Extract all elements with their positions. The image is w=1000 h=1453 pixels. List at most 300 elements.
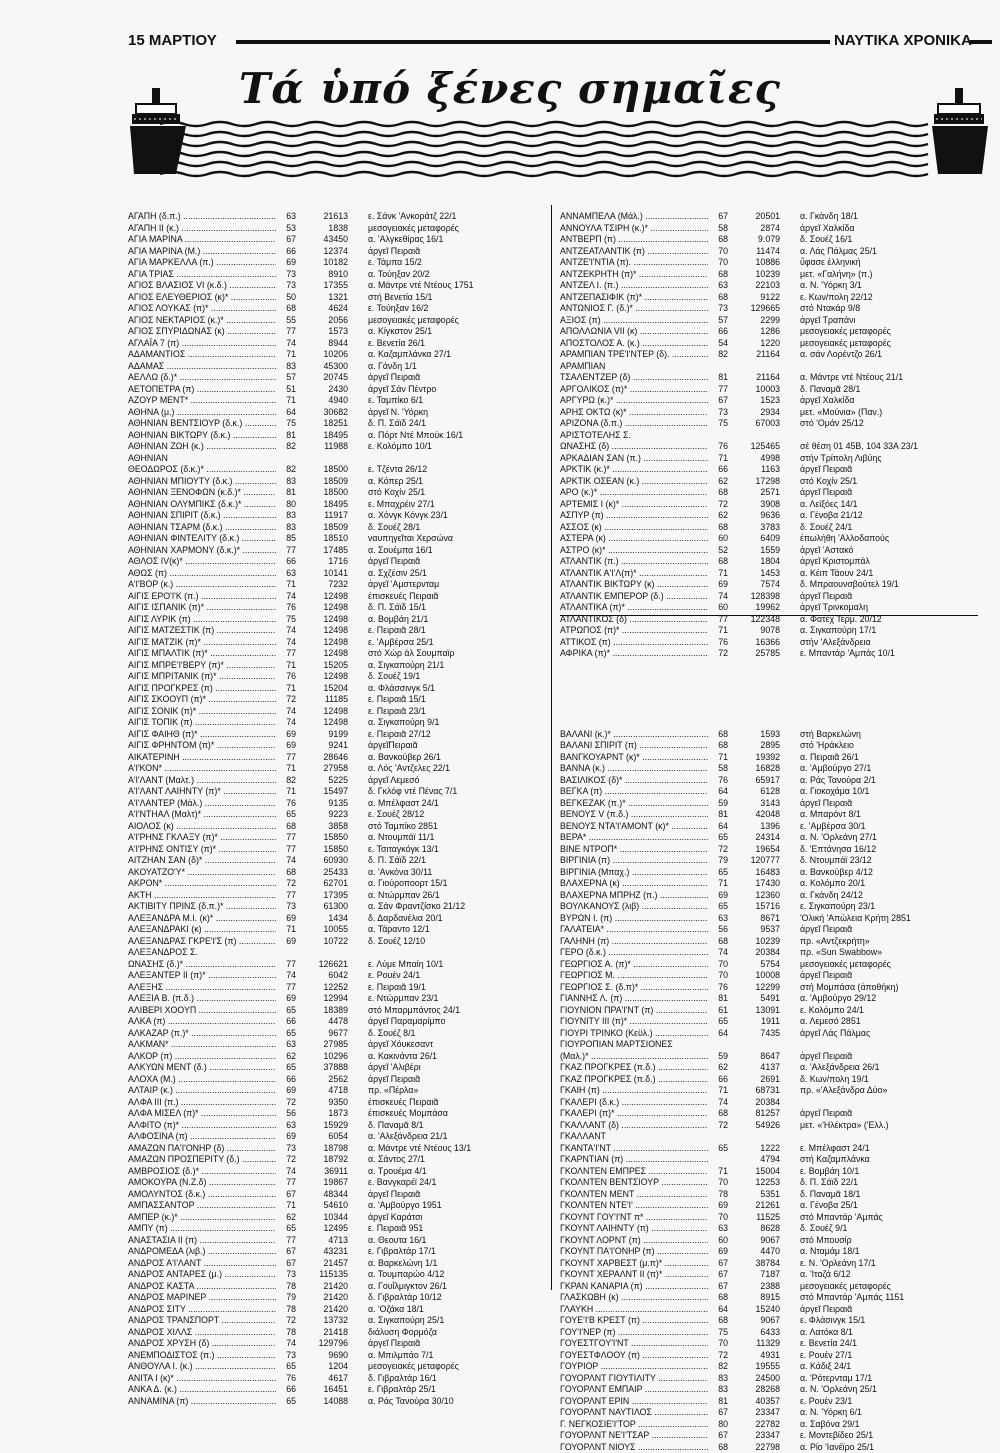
ship-name: ΒΟΥΛΚΑΝΟΥΣ (λιβ) ..... — [560, 901, 708, 913]
build-year: 62 — [278, 1212, 296, 1224]
ship-name: ΓΙΟΥΡΙ ΤΡΙΝΚΟ (Κεϋλ.) ..... — [560, 1028, 708, 1040]
ship-name: ΒΕΓΚΕΖΑΚ (π.)* ..... — [560, 798, 708, 810]
tonnage: 19555 — [732, 1361, 780, 1373]
build-year: 74 — [278, 717, 296, 729]
build-year: 64 — [278, 407, 296, 419]
ship-status: α. Βανκούβερ 26/1 — [368, 752, 560, 764]
tonnage: 12498 — [300, 625, 348, 637]
build-year: 81 — [710, 809, 728, 821]
header-rule-left — [236, 40, 830, 44]
ship-entry — [128, 545, 568, 557]
ship-name: ΩΝΑΣΗΣ (δ.)* ..... — [128, 959, 276, 971]
build-year: 65 — [278, 1005, 296, 1017]
ship-status: δ. Γιβραλτάρ 16/1 — [368, 1373, 560, 1385]
build-year: 59 — [710, 1051, 728, 1063]
ship-name: ΑΝΔΡΟΣ ΣΙΤΥ ..... — [128, 1304, 276, 1316]
tonnage: 18500 — [300, 464, 348, 476]
tonnage: 1716 — [300, 556, 348, 568]
ship-status: στό Χώρ άλ Σουμπαϊρ — [368, 648, 560, 660]
build-year: 72 — [278, 1315, 296, 1327]
ship-name: ΑΛΕΞΑΝΔΡΟΣ Σ. — [128, 947, 276, 959]
ship-name: Α'Ι'ΛΑΝΤ (Μαλτ.) ..... — [128, 775, 276, 787]
tonnage: 10239 — [732, 936, 780, 948]
ship-entry — [560, 1120, 1000, 1132]
tonnage: 7232 — [300, 579, 348, 591]
tonnage: 23347 — [732, 1430, 780, 1442]
tonnage: 38784 — [732, 1258, 780, 1270]
build-year: 73 — [278, 1269, 296, 1281]
build-year: 83 — [278, 522, 296, 534]
ship-status: ναυπηγεῖται Χερσώνα — [368, 533, 560, 545]
tonnage: 18251 — [300, 418, 348, 430]
ship-name: ΒΑΣΙΛΙΚΟΣ (δ)* ..... — [560, 775, 708, 787]
ship-status: ε. Πειραιᾶ 27/12 — [368, 729, 560, 741]
ship-name: Α'Ι'ΛΑΝΤ ΛΑΙΗΝΤΥ (π)* ..... — [128, 786, 276, 798]
ship-status: α. Κέιπ Τάουν 24/1 — [800, 568, 992, 580]
ship-name: ΑΙΓΙΣ ΕΡΟ'Ι'Κ (π.) ..... — [128, 591, 276, 603]
ship-status: ε. Πειραιᾶ 15/1 — [368, 694, 560, 706]
tonnage: 1573 — [300, 326, 348, 338]
build-year: 82 — [278, 441, 296, 453]
build-year: 81 — [710, 1396, 728, 1408]
ship-entry — [128, 395, 568, 407]
ship-status: ε. Πειραιᾶ 19/1 — [368, 982, 560, 994]
ship-status: πρ. «'Αλεξάνδρα Δύο» — [800, 1085, 992, 1097]
ship-entry — [560, 292, 1000, 304]
ship-name: ΓΟΥΕΣΤΦΛΟΟΥ (π) ..... — [560, 1350, 708, 1362]
build-year: 82 — [278, 464, 296, 476]
ship-entry — [560, 1258, 1000, 1270]
ship-name: ΓΛΑΥΚΗ ..... — [560, 1304, 708, 1316]
ship-entry — [128, 1039, 568, 1051]
tonnage: 15497 — [300, 786, 348, 798]
ship-status: α. 'Αμβούργο 27/1 — [800, 763, 992, 775]
ship-entry — [560, 1350, 1000, 1362]
tonnage: 9223 — [300, 809, 348, 821]
build-year: 69 — [710, 1200, 728, 1212]
ship-name: ΑΝΔΡΟΣ ΜΑΡΙΝΕΡ ..... — [128, 1292, 276, 1304]
ship-name: ΑΙΓΙΣ ΜΠΡΕ'Ι'ΒΕΡΥ (π)* ..... — [128, 660, 276, 672]
ship-status: μεσογειακές μεταφορές — [800, 1281, 992, 1293]
ship-status: στό Κοχίν 25/1 — [800, 476, 992, 488]
ship-status: α. Γένοβα 25/1 — [800, 1200, 992, 1212]
ship-entry — [560, 809, 1000, 821]
tonnage: 5225 — [300, 775, 348, 787]
ship-status: α. Πειραιᾶ 26/1 — [800, 752, 992, 764]
build-year: 57 — [278, 372, 296, 384]
ship-entry — [560, 1407, 1000, 1419]
build-year: 65 — [278, 1223, 296, 1235]
ship-entry — [560, 924, 1000, 936]
build-year: 62 — [710, 1062, 728, 1074]
build-year: 63 — [278, 1120, 296, 1132]
ship-status: α. Τούηξαν 20/2 — [368, 269, 560, 281]
ship-name: ΑΙΓΙΣ ΜΠΡΙΤΑΝΙΚ (π)* ..... — [128, 671, 276, 683]
ship-entry — [128, 533, 568, 545]
ship-status: δ. Σουέζ 12/10 — [368, 936, 560, 948]
ship-status: α. Σουέμπα 16/1 — [368, 545, 560, 557]
tonnage: 12498 — [300, 614, 348, 626]
build-year: 68 — [710, 1442, 728, 1453]
ship-name: ΓΟΥΟΡΛΝΤ ΕΡΙΝ ..... — [560, 1396, 708, 1408]
ship-entry — [128, 1338, 568, 1350]
ship-name: ΑΛΚΜΑΝ* ..... — [128, 1039, 276, 1051]
build-year: 77 — [710, 614, 728, 626]
build-year: 82 — [710, 349, 728, 361]
tonnage: 11185 — [300, 694, 348, 706]
build-year: 65 — [278, 1062, 296, 1074]
ship-status: α. Γουΐλμιγκτον 26/1 — [368, 1281, 560, 1293]
ship-status: ἐπισκευές Πειραιᾶ — [368, 1097, 560, 1109]
ship-status: α. 'Αμβούργο 1951 — [368, 1200, 560, 1212]
tonnage: 8628 — [732, 1223, 780, 1235]
ship-entry — [560, 430, 1000, 442]
build-year: 72 — [278, 694, 296, 706]
tonnage: 18500 — [300, 487, 348, 499]
ship-status: ἀργεῖ Πειραιᾶ — [368, 1189, 560, 1201]
ship-name: ΑΡΚΑΔΙΑΝ ΣΑΝ (π.) ..... — [560, 453, 708, 465]
ship-entry — [128, 499, 568, 511]
tonnage: 1220 — [732, 338, 780, 350]
ship-status: α. Σχζέσιν 25/1 — [368, 568, 560, 580]
tonnage: 115135 — [300, 1269, 348, 1281]
ship-entry — [128, 361, 568, 373]
ship-name: ΑΡΗΣ ΟΚΤΩ (κ)* ..... — [560, 407, 708, 419]
ship-entry — [560, 372, 1000, 384]
ship-name: ΑΓΙΟΣ ΣΠΥΡΙΔΩΝΑΣ (κ) ..... — [128, 326, 276, 338]
ship-entry — [560, 832, 1000, 844]
ship-entry — [560, 625, 1000, 637]
build-year: 74 — [710, 947, 728, 959]
ship-name: ΑΤΛΑΝΤΙΚ Α'Ι'Λ(π)* ..... — [560, 568, 708, 580]
build-year: 66 — [278, 556, 296, 568]
build-year: 69 — [278, 993, 296, 1005]
ship-right-illustration — [928, 82, 990, 177]
tonnage: 22798 — [732, 1442, 780, 1453]
ship-status: α. Σιγκαπούρη 21/1 — [368, 660, 560, 672]
tonnage: 12498 — [300, 717, 348, 729]
ship-entry — [560, 717, 1000, 729]
ship-entry — [560, 855, 1000, 867]
ship-status: α. Ρίο 'Ιανέϊρο 25/1 — [800, 1442, 992, 1453]
tonnage: 1453 — [732, 568, 780, 580]
ship-name: ΒΥΡΩΝ Ι. (π) ..... — [560, 913, 708, 925]
ship-name: ΓΟΥΕ'Ι'Β ΚΡΕΣΤ (π) ..... — [560, 1315, 708, 1327]
ship-entry — [560, 844, 1000, 856]
tonnage: 6409 — [732, 533, 780, 545]
build-year: 63 — [278, 211, 296, 223]
tonnage: 5754 — [732, 959, 780, 971]
ship-name: ΑΣΣΟΣ (κ) ..... — [560, 522, 708, 534]
ship-status: στό 'Ηράκλειο — [800, 740, 992, 752]
ship-name: Α'Ι'ΛΑΝΤΕΡ (Μάλ.) ..... — [128, 798, 276, 810]
ship-entry — [560, 487, 1000, 499]
ship-name: ΑΙΓΙΣ ΙΣΠΑΝΙΚ (π)* ..... — [128, 602, 276, 614]
build-year: 73 — [278, 269, 296, 281]
ship-entry — [128, 1097, 568, 1109]
ship-entry — [128, 878, 568, 890]
build-year: 73 — [710, 407, 728, 419]
ship-entry — [560, 936, 1000, 948]
ship-entry — [560, 1108, 1000, 1120]
build-year: 69 — [278, 1085, 296, 1097]
ship-status: α. Σιγκαπούρη 17/1 — [800, 625, 992, 637]
ship-entry — [128, 890, 568, 902]
build-year: 51 — [278, 384, 296, 396]
build-year: 74 — [278, 338, 296, 350]
build-year: 78 — [278, 1304, 296, 1316]
build-year: 71 — [278, 349, 296, 361]
ship-name: Α'Ι'ΒΟΡ (κ.) ..... — [128, 579, 276, 591]
ship-name: ΓΕΩΡΓΙΟΣ Α. (π)* ..... — [560, 959, 708, 971]
ship-status: α. Φατέχ Τέρμ. 20/12 — [800, 614, 992, 626]
tonnage: 9241 — [300, 740, 348, 752]
ship-name: ΒΕΡΑ* ..... — [560, 832, 708, 844]
ship-status: μετ. «Γαλήνη» (π.) — [800, 269, 992, 281]
ship-entry — [128, 223, 568, 235]
ship-name: ΓΕΩΡΓΙΟΣ Μ. ..... — [560, 970, 708, 982]
ship-entry — [560, 418, 1000, 430]
tonnage: 4713 — [300, 1235, 348, 1247]
tonnage: 9067 — [732, 1315, 780, 1327]
tonnage: 2691 — [732, 1074, 780, 1086]
ship-status: μεσογειακές μεταφορές — [368, 315, 560, 327]
ship-status: δ. Ντουμπάϊ 23/12 — [800, 855, 992, 867]
ship-entry — [560, 211, 1000, 223]
tonnage: 2056 — [300, 315, 348, 327]
ship-entry — [560, 1062, 1000, 1074]
ship-status: δ. Δαρδανέλια 20/1 — [368, 913, 560, 925]
ship-name: ΓΚΑΛΕΡΙ (δ.κ.) ..... — [560, 1097, 708, 1109]
build-year: 76 — [278, 671, 296, 683]
ship-status: δ. Παναμᾶ 18/1 — [800, 1189, 992, 1201]
tonnage: 18509 — [300, 522, 348, 534]
ship-entry — [128, 717, 568, 729]
tonnage: 18510 — [300, 533, 348, 545]
ship-status: α. Γιούροποορτ 15/1 — [368, 878, 560, 890]
ship-name: Α'Ι'ΚΟΝ* ..... — [128, 763, 276, 775]
ship-name: ΓΑΛΗΝΗ (π) ..... — [560, 936, 708, 948]
ship-status: μεσογειακές μεταφορές — [368, 1361, 560, 1373]
ship-name: ΑΡΑΜΠΙΑΝ ΤΡΕ'Ι'ΝΤΕΡ (δ). ..... — [560, 349, 708, 361]
ship-name: ΑΛΙΒΕΡΙ ΧΟΟΥΠ ..... — [128, 1005, 276, 1017]
ship-status: α. Γένοβα 21/12 — [800, 510, 992, 522]
ship-entry — [128, 936, 568, 948]
ship-name: ΑΛΕΞΗΣ ..... — [128, 982, 276, 994]
tonnage: 12253 — [732, 1177, 780, 1189]
ship-status: ε. Κων/πολη 22/12 — [800, 292, 992, 304]
tonnage: 12498 — [300, 648, 348, 660]
build-year: 67 — [710, 1281, 728, 1293]
ship-status: α. Κάδιξ 24/1 — [800, 1361, 992, 1373]
ship-status: ἀργεῖ Πειραιᾶ — [800, 924, 992, 936]
ship-entry — [560, 959, 1000, 971]
tonnage: 10182 — [300, 257, 348, 269]
build-year: 74 — [278, 637, 296, 649]
ship-status: δ. Σουέζ 16/1 — [800, 234, 992, 246]
ship-name: Γ. ΝΕΓΚΟΣΙΕ'Ι'ΤΟΡ ..... — [560, 1419, 708, 1431]
build-year: 66 — [278, 1384, 296, 1396]
build-year: 67 — [710, 1269, 728, 1281]
ship-status: στή Βαρκελώνη — [800, 729, 992, 741]
tonnage: 12495 — [300, 1223, 348, 1235]
ship-entry — [128, 1016, 568, 1028]
build-year: 75 — [710, 1327, 728, 1339]
build-year: 67 — [710, 395, 728, 407]
ship-status: α. Νταμάμ 18/1 — [800, 1246, 992, 1258]
ship-name: ΑΙΚΑΤΕΡΙΝΗ ..... — [128, 752, 276, 764]
build-year: 67 — [278, 1258, 296, 1270]
build-year: 64 — [710, 1028, 728, 1040]
ship-name: ΑΝΙΤΑ Ι (κ)* ..... — [128, 1373, 276, 1385]
build-year: 79 — [278, 1292, 296, 1304]
ship-entry — [128, 303, 568, 315]
ship-name: ΓΚΑΡΝΤΙΑΝ (π) ..... — [560, 1154, 708, 1166]
build-year: 68 — [710, 269, 728, 281]
build-year: 70 — [710, 246, 728, 258]
ship-name: ΑΕΤΟΠΕΤΡΑ (π) ..... — [128, 384, 276, 396]
tonnage: 9.079 — [732, 234, 780, 246]
ship-status: ἀργεῖ Πειραιᾶ — [368, 1338, 560, 1350]
ship-name: ΑΚΤΗ ..... — [128, 890, 276, 902]
header-rule-right — [970, 40, 992, 44]
tonnage: 9690 — [300, 1350, 348, 1362]
ship-status: α. 'Ρότερνταμ 17/1 — [800, 1373, 992, 1385]
ship-entry — [128, 384, 568, 396]
ship-status: ε. Τούηξαν 16/2 — [368, 303, 560, 315]
ship-status: δ. Σουέζ 24/1 — [800, 522, 992, 534]
ship-name: ΓΚΟΥΝΤ ΧΑΡΒΕΣΤ (μ.π)* ..... — [560, 1258, 708, 1270]
build-year: 63 — [710, 913, 728, 925]
build-year: 69 — [710, 890, 728, 902]
ship-status: ἀργεῖ 'Αστακό — [800, 545, 992, 557]
ship-status: α. Μάντρε ντέ Ντέους 13/1 — [368, 1143, 560, 1155]
ship-entry — [560, 1143, 1000, 1155]
ship-name: ΑΝΤΖΕΠΑΣΙΦΙΚ (π)* ..... — [560, 292, 708, 304]
ship-entry — [128, 556, 568, 568]
tonnage: 2874 — [732, 223, 780, 235]
ship-entry — [560, 591, 1000, 603]
ship-name: ΓΟΥΟΡΛΝΤ ΝΙΟΥΣ ..... — [560, 1442, 708, 1453]
ship-name: ΑΘΗΝΙΑΝ — [128, 453, 276, 465]
ship-name: Α'Ι'ΡΗΝΣ ΟΝΤΙΣΥ (π)* ..... — [128, 844, 276, 856]
build-year: 71 — [278, 786, 296, 798]
tonnage: 5491 — [732, 993, 780, 1005]
ship-status: μεσογειακές μεταφορές — [800, 338, 992, 350]
ship-entry — [128, 522, 568, 534]
ship-entry — [560, 1028, 1000, 1040]
ship-status: α. Κακινάντα 26/1 — [368, 1051, 560, 1063]
tonnage: 11988 — [300, 441, 348, 453]
ship-name: ΑΝΤΒΕΡΠ (π) ..... — [560, 234, 708, 246]
build-year: 63 — [278, 568, 296, 580]
ship-entry — [128, 407, 568, 419]
ship-status: στή Βενετία 15/1 — [368, 292, 560, 304]
ship-entry — [128, 706, 568, 718]
ship-name: ΓΚΟΥΝΤ ΧΕΡΑΛΝΤ ΙΙ (π)* ..... — [560, 1269, 708, 1281]
tonnage: 2430 — [300, 384, 348, 396]
ship-entry — [560, 1200, 1000, 1212]
build-year: 77 — [710, 384, 728, 396]
ship-name: ΑΘΛΟΣ IV(κ)* ..... — [128, 556, 276, 568]
ship-entry — [560, 476, 1000, 488]
ship-name: ΑΠΟΛΛΩΝΙΑ VII (κ) ..... — [560, 326, 708, 338]
ship-name: ΑΙΓΙΣ ΣΚΟΟΥΠ (π)* ..... — [128, 694, 276, 706]
ship-entry — [560, 545, 1000, 557]
ship-status: α. 'Αμβούργο 29/12 — [800, 993, 992, 1005]
ship-name: ΑΤΛΑΝΤΙΚ (π.) ..... — [560, 556, 708, 568]
tonnage: 2299 — [732, 315, 780, 327]
tonnage: 7187 — [732, 1269, 780, 1281]
ship-status: δ. Γκλόφ ντέ Πένας 7/1 — [368, 786, 560, 798]
tonnage: 1222 — [732, 1143, 780, 1155]
build-year: 67 — [710, 1407, 728, 1419]
build-year: 52 — [710, 545, 728, 557]
build-year: 68 — [710, 1292, 728, 1304]
ship-name: ΑΘΗΝΙΑΝ ΣΠΙΡΙΤ (δ.κ.) ..... — [128, 510, 276, 522]
ship-entry — [128, 591, 568, 603]
build-year: 66 — [278, 1074, 296, 1086]
tonnage: 40357 — [732, 1396, 780, 1408]
build-year: 70 — [710, 1177, 728, 1189]
ship-entry — [128, 1258, 568, 1270]
ship-entry — [560, 1154, 1000, 1166]
build-year: 76 — [710, 441, 728, 453]
tonnage: 18798 — [300, 1143, 348, 1155]
tonnage: 1593 — [732, 729, 780, 741]
build-year: 69 — [278, 740, 296, 752]
build-year: 69 — [278, 1131, 296, 1143]
ship-entry — [560, 890, 1000, 902]
tonnage: 18792 — [300, 1154, 348, 1166]
ship-status: α. Ντουμπάϊ 11/1 — [368, 832, 560, 844]
build-year: 68 — [710, 1315, 728, 1327]
ship-entry — [560, 1166, 1000, 1178]
ship-name: ΑΜΑΖΩΝ ΠΡΟΣΠΕΡΙΤΥ (δ.) ..... — [128, 1154, 276, 1166]
ship-name: ΓΟΥΕΣΤΓΟΥ'Ι'ΝΤ ..... — [560, 1338, 708, 1350]
ship-status: ἀργεῖ Πειραιᾶ — [800, 1108, 992, 1120]
build-year: 76 — [278, 798, 296, 810]
build-year: 59 — [710, 798, 728, 810]
ship-name: ΑΙΓΙΣ ΜΑΤΖΙΚ (π)* ..... — [128, 637, 276, 649]
ship-entry — [560, 315, 1000, 327]
ship-name: ΑΡΙΣΤΟΤΕΛΗΣ Σ. — [560, 430, 708, 442]
ship-name: ΑΚΡΟΝ* ..... — [128, 878, 276, 890]
tonnage: 28646 — [300, 752, 348, 764]
ship-status: δ. Παναμᾶ 28/1 — [800, 384, 992, 396]
build-year: 73 — [278, 1350, 296, 1362]
ship-name: ΑΘΗΝΙΑΝ ΟΛΥΜΠΙΚΣ (δ.κ.)* ..... — [128, 499, 276, 511]
ship-name: ΒΑΛΑΝΙ (κ.)* ..... — [560, 729, 708, 741]
ship-name: ΓΙΟΥΝΙΟΝ ΠΡΑ'Ι'ΝΤ (π) ..... — [560, 1005, 708, 1017]
build-year: 71 — [710, 752, 728, 764]
ship-status: ἀργεῖ Πειραιᾶ — [368, 1074, 560, 1086]
ship-status: ἀργεῖ Πειραιᾶ — [800, 970, 992, 982]
ship-name: ΑΝΚΑ Δ. (κ.) ..... — [128, 1384, 276, 1396]
ship-name: ΑΘΗΝΙΑΝ ΒΕΝΤΣΙΟΥΡ (δ.κ.) ..... — [128, 418, 276, 430]
section-divider — [560, 615, 978, 616]
ship-entry — [560, 1189, 1000, 1201]
ship-name: ΑΜΠΕΡ (κ.)* ..... — [128, 1212, 276, 1224]
build-year: 65 — [278, 809, 296, 821]
ship-entry — [560, 1097, 1000, 1109]
ship-entry — [560, 1246, 1000, 1258]
ship-entry — [560, 384, 1000, 396]
tonnage: 19962 — [732, 602, 780, 614]
ship-name: ΑΝΝΑΜΙΝΑ (π) ..... — [128, 1396, 276, 1408]
tonnage: 13091 — [732, 1005, 780, 1017]
tonnage: 81257 — [732, 1108, 780, 1120]
